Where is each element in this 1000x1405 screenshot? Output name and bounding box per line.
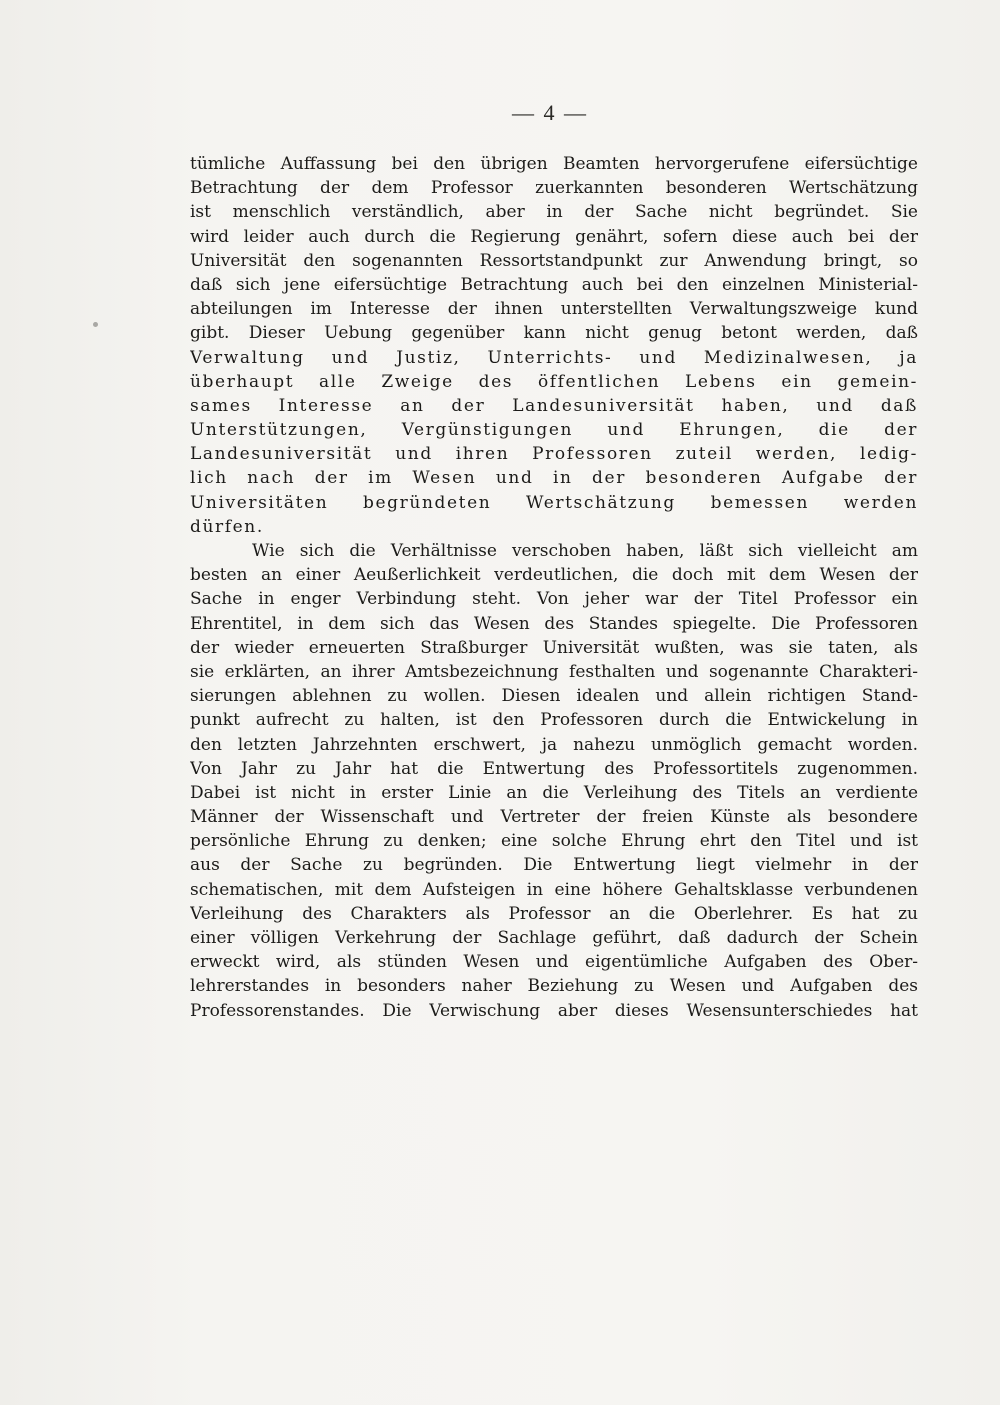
text-line: daß sich jene eifersüchtige Betrachtung auch bei den einzelnen Ministerial- bbox=[190, 274, 918, 295]
body-text bbox=[190, 152, 918, 1023]
text-line: lich nach der im Wesen und in der besonderen Aufgabe der bbox=[190, 468, 918, 489]
text-line: schematischen, mit dem Aufsteigen in eine höhere Gehaltsklasse verbundenen bbox=[190, 879, 918, 900]
text-line: Universität den sogenannten Ressortstandpunkt zur Anwendung bringt, so bbox=[190, 250, 918, 271]
text-line: sie erklärten, an ihrer Amtsbezeichnung festhalten und sogenannte Charakteri- bbox=[190, 661, 918, 682]
text-line: Verwaltung und Justiz, Unterrichts- und Medizinalwesen, ja bbox=[190, 347, 918, 368]
text-line: ist menschlich verständlich, aber in der Sache nicht begründet. Sie bbox=[190, 202, 918, 223]
text-line: lehrerstandes in besonders naher Beziehung zu Wesen und Aufgaben des bbox=[190, 976, 918, 997]
text-line: gibt. Dieser Uebung gegenüber kann nicht genug betont werden, daß bbox=[190, 323, 918, 344]
text-line: wird leider auch durch die Regierung genährt, sofern diese auch bei der bbox=[190, 226, 918, 247]
text-line: punkt aufrecht zu halten, ist den Professoren durch die Entwickelung in bbox=[190, 710, 918, 731]
page-number: — 4 — bbox=[512, 100, 588, 125]
text-line: der wieder erneuerten Straßburger Universität wußten, was sie taten, als bbox=[190, 637, 918, 658]
text-line: sierungen ablehnen zu wollen. Diesen idealen und allein richtigen Stand- bbox=[190, 686, 918, 707]
text-line: Wie sich die Verhältnisse verschoben haben, läßt sich vielleicht am bbox=[252, 541, 918, 561]
text-line: Dabei ist nicht in erster Linie an die Verleihung des Titels an verdiente bbox=[190, 782, 918, 803]
text-line: Männer der Wissenschaft und Vertreter der freien Künste als besondere bbox=[190, 807, 918, 828]
text-line: besten an einer Aeußerlichkeit verdeutlichen, die doch mit dem Wesen der bbox=[190, 565, 918, 586]
text-line: abteilungen im Interesse der ihnen unterstellten Verwaltungszweige kund bbox=[190, 299, 918, 320]
text-line: den letzten Jahrzehnten erschwert, ja nahezu unmöglich gemacht worden. bbox=[190, 734, 918, 755]
text-line: Betrachtung der dem Professor zuerkannten besonderen Wertschätzung bbox=[190, 178, 918, 199]
text-line: Von Jahr zu Jahr hat die Entwertung des Professortitels zugenommen. bbox=[190, 758, 918, 779]
text-line: erweckt wird, als stünden Wesen und eigentümliche Aufgaben des Ober- bbox=[190, 952, 918, 973]
text-line: dürfen. bbox=[190, 516, 264, 537]
text-line: Landesuniversität und ihren Professoren zuteil werden, ledig- bbox=[190, 444, 918, 465]
text-line: tümliche Auffassung bei den übrigen Beamten hervorgerufene eifersüchtige bbox=[190, 154, 918, 174]
text-line: Professorenstandes. Die Verwischung aber dieses Wesensunterschiedes hat bbox=[190, 1000, 918, 1021]
text-line: einer völligen Verkehrung der Sachlage geführt, daß dadurch der Schein bbox=[190, 928, 918, 948]
text-line: Sache in enger Verbindung steht. Von jeher war der Titel Professor ein bbox=[190, 589, 918, 610]
text-line: Verleihung des Charakters als Professor an die Oberlehrer. Es hat zu bbox=[190, 903, 918, 924]
text-line: aus der Sache zu begründen. Die Entwertung liegt vielmehr in der bbox=[190, 855, 918, 876]
text-line: überhaupt alle Zweige des öffentlichen Lebens ein gemein- bbox=[190, 371, 918, 392]
paper-speck bbox=[93, 322, 98, 327]
text-line: Universitäten begründeten Wertschätzung bemessen werden bbox=[190, 492, 918, 513]
text-line: Ehrentitel, in dem sich das Wesen des Standes spiegelte. Die Professoren bbox=[190, 613, 918, 634]
text-line: Unterstützungen, Vergünstigungen und Ehrungen, die der bbox=[190, 420, 918, 441]
text-line: sames Interesse an der Landesuniversität haben, und daß bbox=[190, 395, 918, 416]
text-line: persönliche Ehrung zu denken; eine solche Ehrung ehrt den Titel und ist bbox=[190, 831, 918, 852]
